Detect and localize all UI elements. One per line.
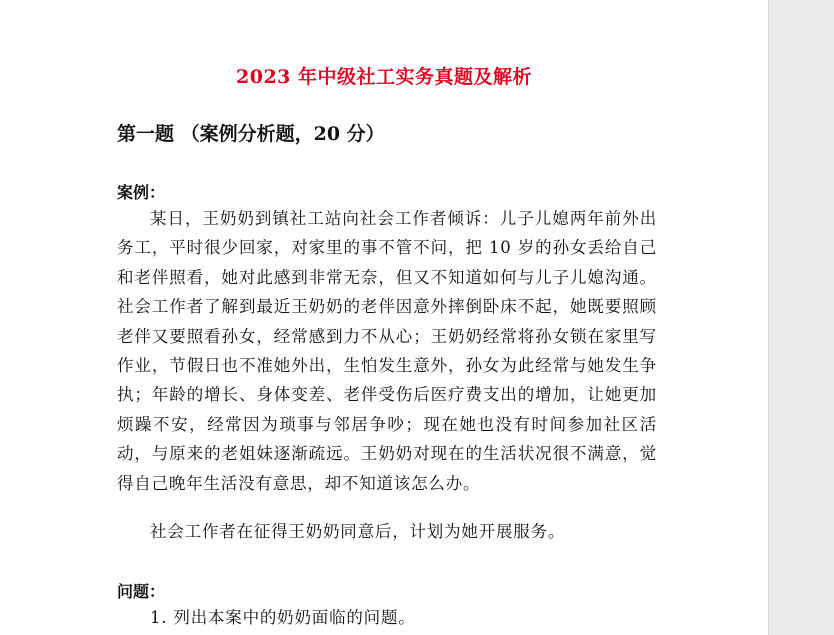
case-paragraph-1: 某日，王奶奶到镇社工站向社会工作者倾诉：儿子儿媳两年前外出务工，平时很少回家，对家里的事不管不问，把 10 岁的孙女丢给自己和老伴照看，她对此感到非常无奈，但又不知道如何与儿子儿媳沟通。社会工作者了解到最近王奶奶的老伴因意外摔倒卧床不起，她既要照顾老伴又要照看孙女，经常感到力不从心；王奶奶经常将孙女锁在家里写作业，节假日也不准她外出，生怕发生意外，孙女为此经常与她发生争执；年龄的增长、身体变差、老伴受伤后医疗费支出的增加，让她更加烦躁不安，经常因为琐事与邻居争吵；现在她也没有时间参加社区活动，与原来的老姐妹逐渐疏远。王奶奶对现在的生活状况很不满意，觉得自己晚年生活没有意思，却不知道该怎么办。 xyxy=(117,209,657,493)
case-label: 案例： xyxy=(117,183,166,202)
question-item-1: 1. 列出本案中的奶奶面临的问题。 xyxy=(150,608,416,627)
document-title: 2023 年中级社工实务真题及解析 xyxy=(236,66,532,88)
scroll-gutter[interactable] xyxy=(768,0,834,635)
section-heading: 第一题 （案例分析题，20 分） xyxy=(117,123,385,145)
questions-label: 问题： xyxy=(117,582,166,601)
case-paragraph-2: 社会工作者在征得王奶奶同意后，计划为她开展服务。 xyxy=(150,522,566,541)
